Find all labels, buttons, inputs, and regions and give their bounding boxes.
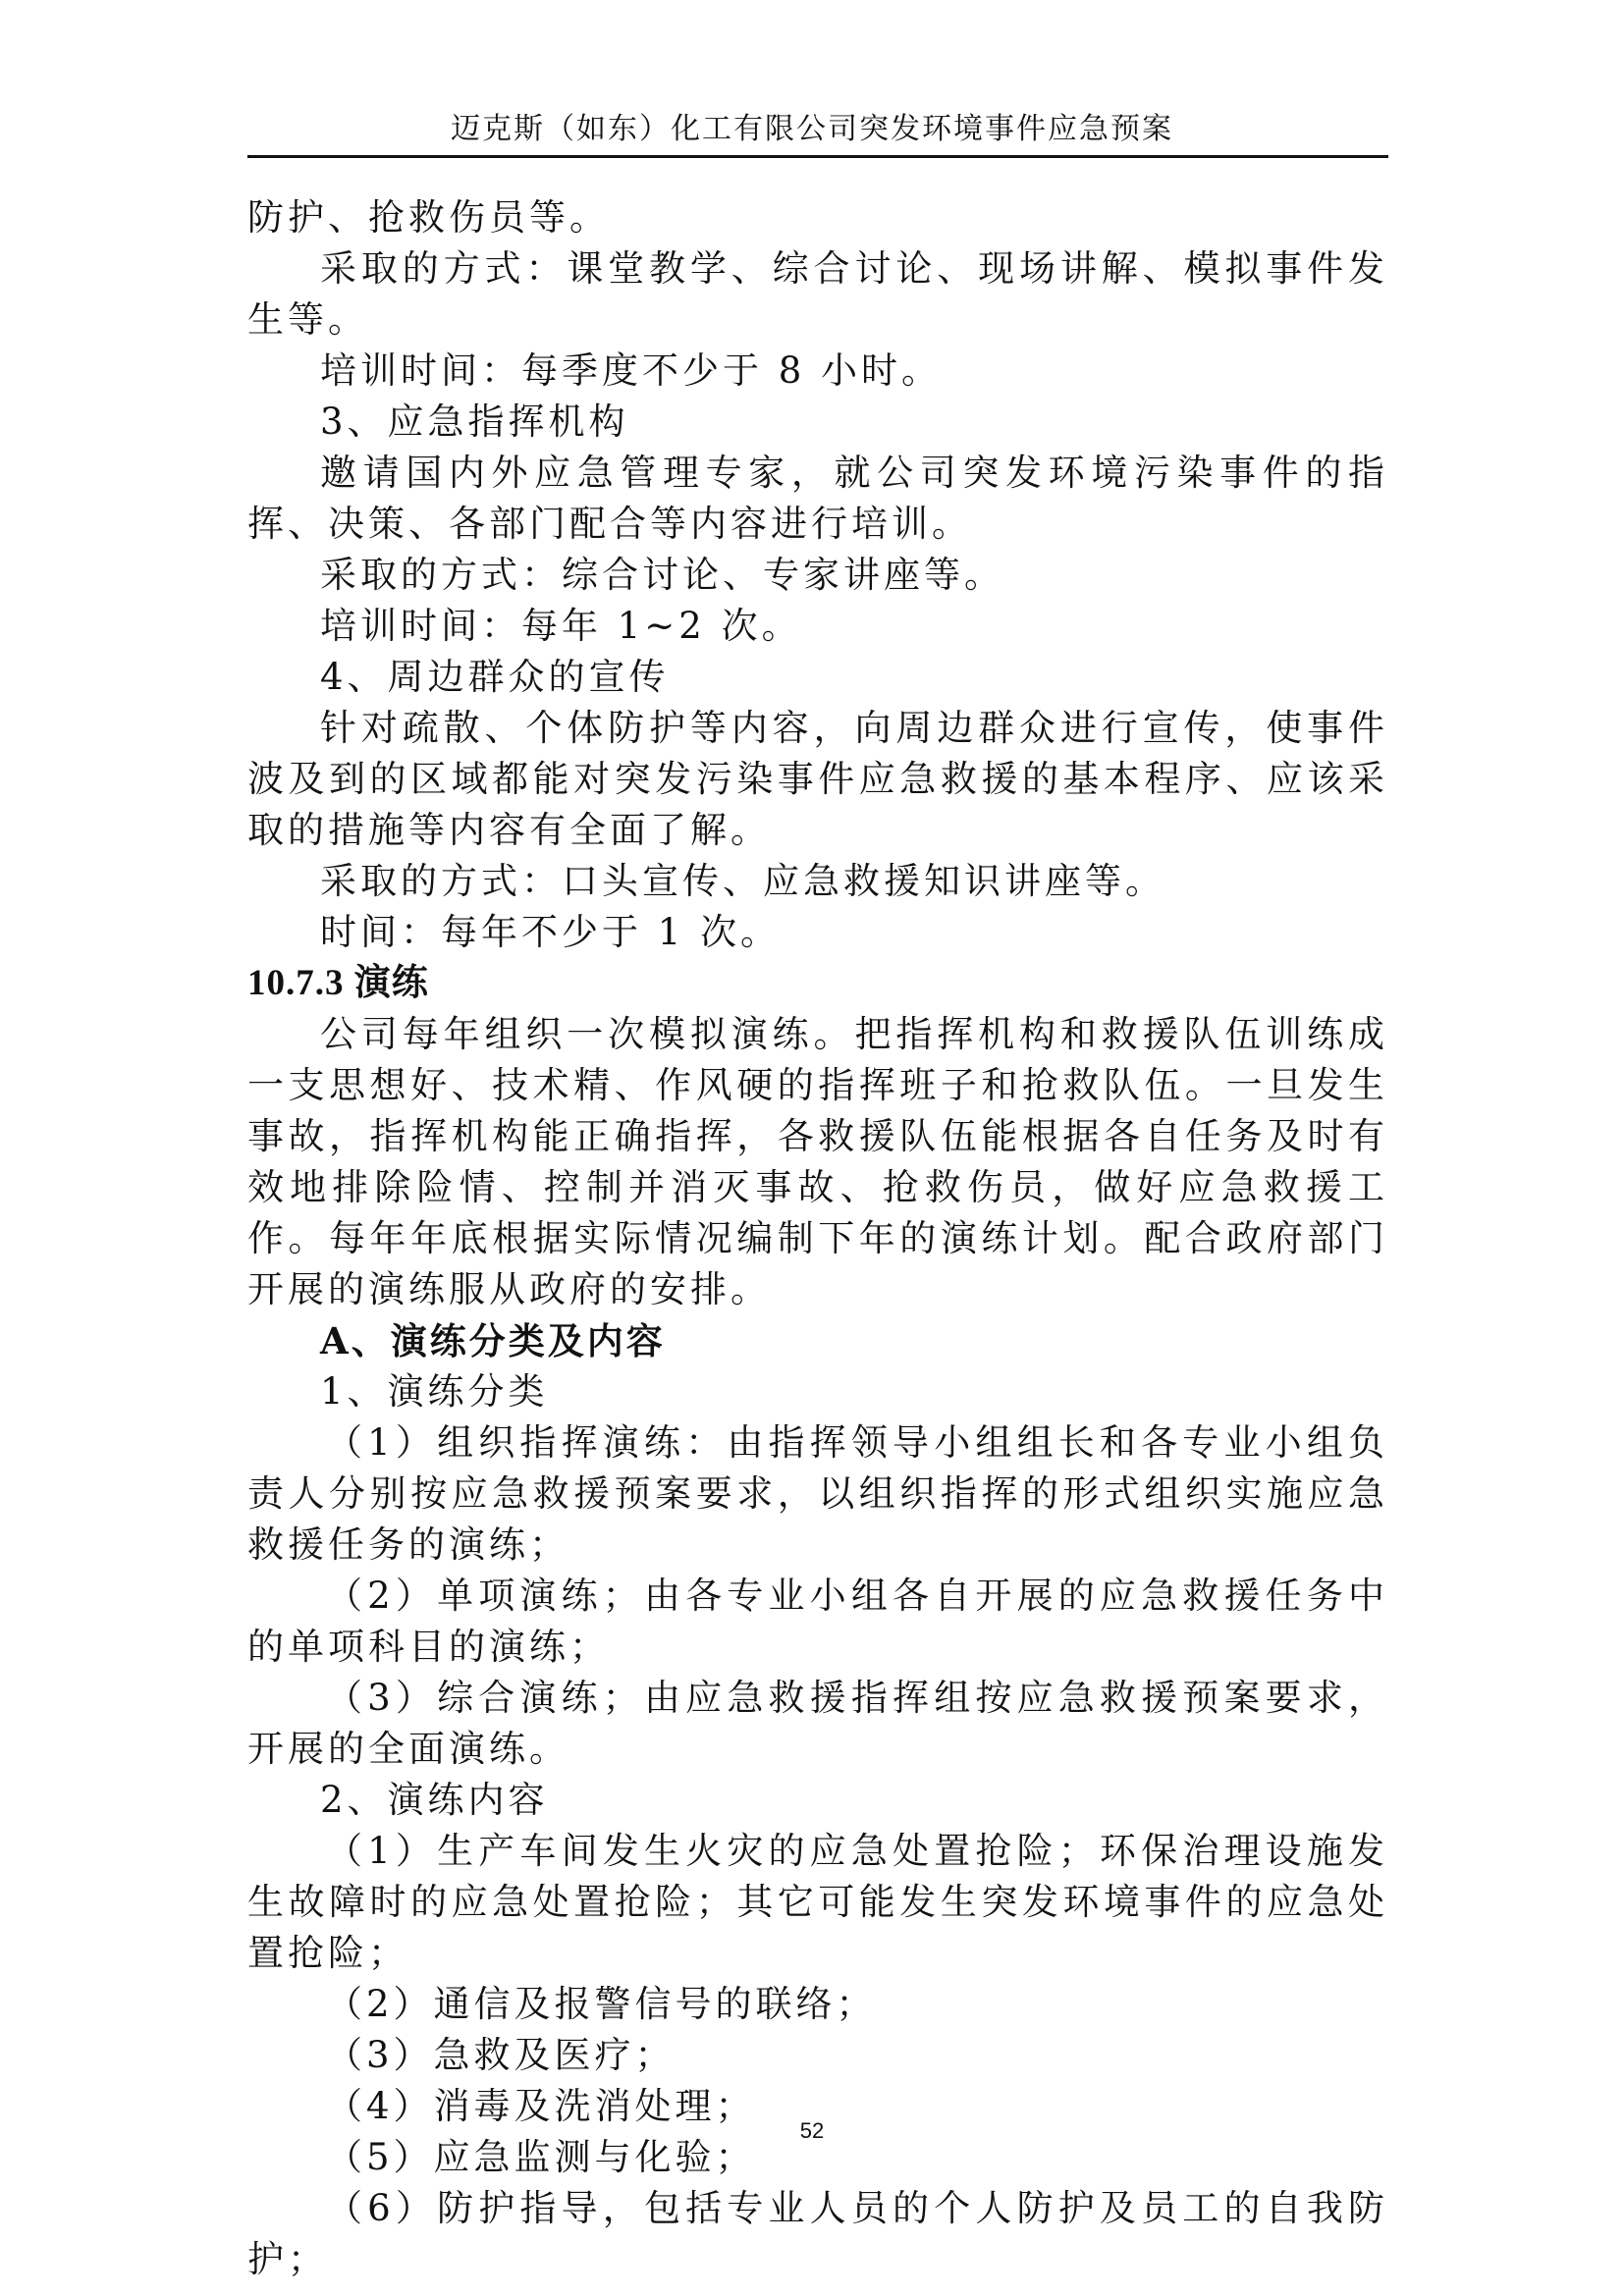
page-number: 52 — [799, 2118, 825, 2143]
document-body — [247, 192, 1388, 2285]
section-label: 4、周边群众的宣传 — [320, 656, 670, 698]
list-item: （4）消毒及洗消处理； — [326, 2085, 756, 2127]
list-item: （3）综合演练；由应急救援指挥组按应急救援预案要求，开展的全面演练。 — [247, 1677, 1388, 1770]
list-item: （2）通信及报警信号的联络； — [326, 1983, 877, 2025]
paragraph: 针对疏散、个体防护等内容，向周边群众进行宣传，使事件波及到的区域都能对突发污染事件应急救援的基本程序、应该采取的措施等内容有全面了解。 — [247, 707, 1388, 851]
paragraph: 采取的方式：课堂教学、综合讨论、现场讲解、模拟事件发生等。 — [247, 247, 1388, 341]
section-label: 1、演练分类 — [320, 1370, 549, 1413]
paragraph: 防护、抢救伤员等。 — [247, 196, 610, 239]
page-header-title: 迈克斯（如东）化工有限公司突发环境事件应急预案 — [451, 112, 1173, 146]
section-label: 3、应急指挥机构 — [320, 400, 629, 443]
header-divider — [247, 155, 1388, 158]
list-item: （6）防护指导，包括专业人员的个人防护及员工的自我防护； — [247, 2187, 1388, 2280]
section-heading: 10.7.3 演练 — [247, 963, 429, 1003]
list-item: （2）单项演练；由各专业小组各自开展的应急救援任务中的单项科目的演练； — [247, 1575, 1388, 1668]
paragraph: 培训时间：每季度不少于 8 小时。 — [320, 349, 943, 392]
list-item: （1）组织指挥演练：由指挥领导小组组长和各专业小组负责人分别按应急救援预案要求，以组织指挥的形式组织实施应急救援任务的演练； — [247, 1421, 1388, 1566]
paragraph: 采取的方式：综合讨论、专家讲座等。 — [320, 554, 1004, 596]
subsection-heading: A、演练分类及内容 — [320, 1319, 666, 1362]
paragraph: 时间：每年不少于 1 次。 — [320, 911, 782, 953]
paragraph: 公司每年组织一次模拟演练。把指挥机构和救援队伍训练成一支思想好、技术精、作风硬的指挥班子和抢救队伍。一旦发生事故，指挥机构能正确指挥，各救援队伍能根据各自任务及时有效地排除险情、控制并消灭事故、抢救伤员，做好应急救援工作。每年年底根据实际情况编制下年的演练计划。配合政府部门开展的演练服从政府的安排。 — [247, 1013, 1388, 1310]
list-item: （5）应急监测与化验； — [326, 2136, 756, 2178]
section-label: 2、演练内容 — [320, 1779, 549, 1821]
paragraph: 培训时间：每年 1~2 次。 — [320, 605, 802, 647]
paragraph: 邀请国内外应急管理专家，就公司突发环境污染事件的指挥、决策、各部门配合等内容进行培训。 — [247, 452, 1388, 545]
list-item: （1）生产车间发生火灾的应急处置抢险；环保治理设施发生故障时的应急处置抢险；其它可能发生突发环境事件的应急处置抢险； — [247, 1830, 1388, 1974]
paragraph: 采取的方式：口头宣传、应急救援知识讲座等。 — [320, 860, 1165, 902]
list-item: （3）急救及医疗； — [326, 2034, 676, 2076]
